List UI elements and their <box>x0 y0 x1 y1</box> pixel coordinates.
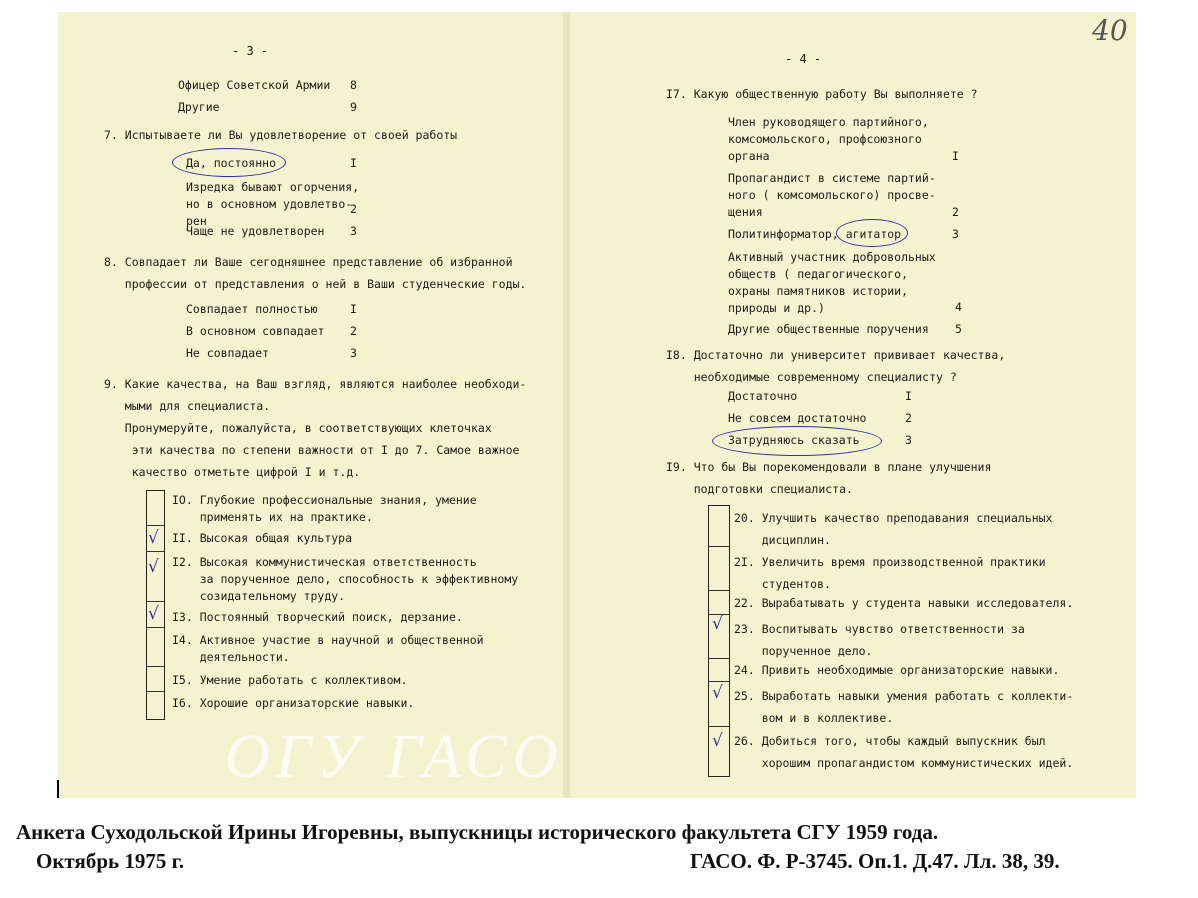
q9-item: I2. Высокая коммунистическая ответственность за порученное дело, способность к эффективному созидательному труду. <box>172 555 519 603</box>
q18-option-num: I <box>905 389 912 403</box>
q17-title: I7. Какую общественную работу Вы выполняете ? <box>666 87 978 101</box>
q7-option-text: Да, постоянно <box>186 156 277 170</box>
q18-option-text: Затрудняюсь сказать <box>728 433 860 447</box>
check-mark: √ <box>712 683 723 703</box>
q9-item: I6. Хорошие организаторские навыки. <box>172 696 415 710</box>
archive-watermark: ОГУ ГАСО <box>225 723 564 791</box>
checkbox-divider <box>146 666 164 667</box>
q7-option-text: Изредка бывают огорчения, но в основном удовлетво- рен <box>186 180 360 228</box>
q19-item: 20. Улучшить качество преподавания специальных дисциплин. <box>734 511 1053 547</box>
checkbox-divider <box>146 551 164 552</box>
q9-item: IО. Глубокие профессиональные знания, умение применять их на практике. <box>172 493 477 524</box>
q9-title: 9. Какие качества, на Ваш взгляд, являются наиболее необходи- мыми для специалиста. Пронумеруйте, пожалуйста, в соответствующих клеточках эти качества по степени важности от I до 7. Самое важное качество отметьте цифрой I и т.д. <box>104 377 527 479</box>
q19-item: 25. Выработать навыки умения работать с коллекти- вом и в коллективе. <box>734 689 1074 725</box>
checkbox-divider <box>708 546 730 547</box>
caption-line1: Анкета Суходольской Ирины Игоревны, выпускницы исторического факультета СГУ 1959 года. <box>16 820 939 844</box>
q17-option-num: I <box>952 149 959 163</box>
q19-item: 2I. Увеличить время производственной практики студентов. <box>734 555 1046 591</box>
page-gutter <box>563 12 570 798</box>
q7-option-num: I <box>350 156 357 170</box>
q8-option-text: В основном совпадает <box>186 324 325 338</box>
q9-item: II. Высокая общая культура <box>172 531 353 545</box>
q9-item: I3. Постоянный творческий поиск, дерзание. <box>172 610 463 624</box>
check-mark: √ <box>148 557 159 577</box>
q19-title: I9. Что бы Вы порекомендовали в плане улучшения подготовки специалиста. <box>666 460 992 496</box>
q8-option-text: Совпадает полностью <box>186 302 318 316</box>
q17-option-num: 2 <box>952 205 959 219</box>
left-page-number: - 3 - <box>232 44 269 58</box>
q7-option-text: Чаще не удовлетворен <box>186 224 325 238</box>
q17-option-text: Другие общественные поручения <box>728 322 929 336</box>
q19-item: 22. Вырабатывать у студента навыки исследователя. <box>734 596 1074 610</box>
archive-sheet-number: 40 <box>1092 14 1128 47</box>
check-mark: √ <box>148 528 159 548</box>
q17-option-text: Активный участник добровольных обществ ( педагогического, охраны памятников истории, природы и др.) <box>728 250 936 315</box>
checkbox-divider <box>708 681 730 682</box>
caption-date: Октябрь 1975 г. <box>36 849 185 873</box>
q18-option-text: Достаточно <box>728 389 798 403</box>
q6-option-num: 8 <box>350 78 357 92</box>
q8-title: 8. Совпадает ли Ваше сегодняшнее представление об избранной профессии от представления о ней в Ваши студенческие годы. <box>104 255 527 291</box>
q17-option-num: 5 <box>955 322 962 336</box>
scan-edge <box>57 780 59 798</box>
q19-item: 24. Привить необходимые организаторские навыки. <box>734 663 1060 677</box>
check-mark: √ <box>148 604 159 624</box>
q17-option-num: 3 <box>952 227 959 241</box>
checkbox-divider <box>146 627 164 628</box>
q18-title: I8. Достаточно ли университет прививает качества, необходимые современному специалисту ? <box>666 348 1006 384</box>
q17-option-text: Политинформатор, агитатор <box>728 227 902 241</box>
pen-circle <box>712 426 882 456</box>
q17-option-text: Член руководящего партийного, комсомольского, профсоюзного органа <box>728 115 929 163</box>
q6-option-text: Офицер Советской Армии <box>178 78 331 92</box>
checkbox-divider <box>708 658 730 659</box>
q17-option-text: Пропагандист в системе партий- ного ( комсомольского) просве- щения <box>728 171 936 219</box>
q7-option-num: 3 <box>350 224 357 238</box>
q6-option-num: 9 <box>350 100 357 114</box>
q6-option-text: Другие <box>178 100 220 114</box>
check-mark: √ <box>712 731 723 751</box>
checkbox-divider <box>708 590 730 591</box>
q18-option-text: Не совсем достаточно <box>728 411 867 425</box>
q9-item: I5. Умение работать с коллективом. <box>172 673 408 687</box>
checkbox-divider <box>146 525 164 526</box>
caption-archive-reference: ГАСО. Ф. Р-3745. Оп.1. Д.47. Лл. 38, 39. <box>690 849 1060 873</box>
q17-option-num: 4 <box>955 300 962 314</box>
checkbox-divider <box>708 726 730 727</box>
q19-item: 23. Воспитывать чувство ответственности за порученное дело. <box>734 622 1025 658</box>
q19-item: 26. Добиться того, чтобы каждый выпускник был хорошим пропагандистом коммунистических идей. <box>734 734 1074 770</box>
q18-option-num: 3 <box>905 433 912 447</box>
q9-item: I4. Активное участие в научной и общественной деятельности. <box>172 633 484 664</box>
check-mark: √ <box>712 614 723 634</box>
q8-option-text: Не совпадает <box>186 346 270 360</box>
q7-option-num: 2 <box>350 202 357 216</box>
q8-option-num: 2 <box>350 324 357 338</box>
right-page-number: - 4 - <box>785 52 822 66</box>
pen-circle <box>172 148 286 177</box>
q18-option-num: 2 <box>905 411 912 425</box>
q8-option-num: I <box>350 302 357 316</box>
checkbox-divider <box>146 601 164 602</box>
checkbox-divider <box>146 691 164 692</box>
q8-option-num: 3 <box>350 346 357 360</box>
q7-title: 7. Испытываете ли Вы удовлетворение от своей работы <box>104 128 458 142</box>
pen-circle <box>836 219 908 247</box>
